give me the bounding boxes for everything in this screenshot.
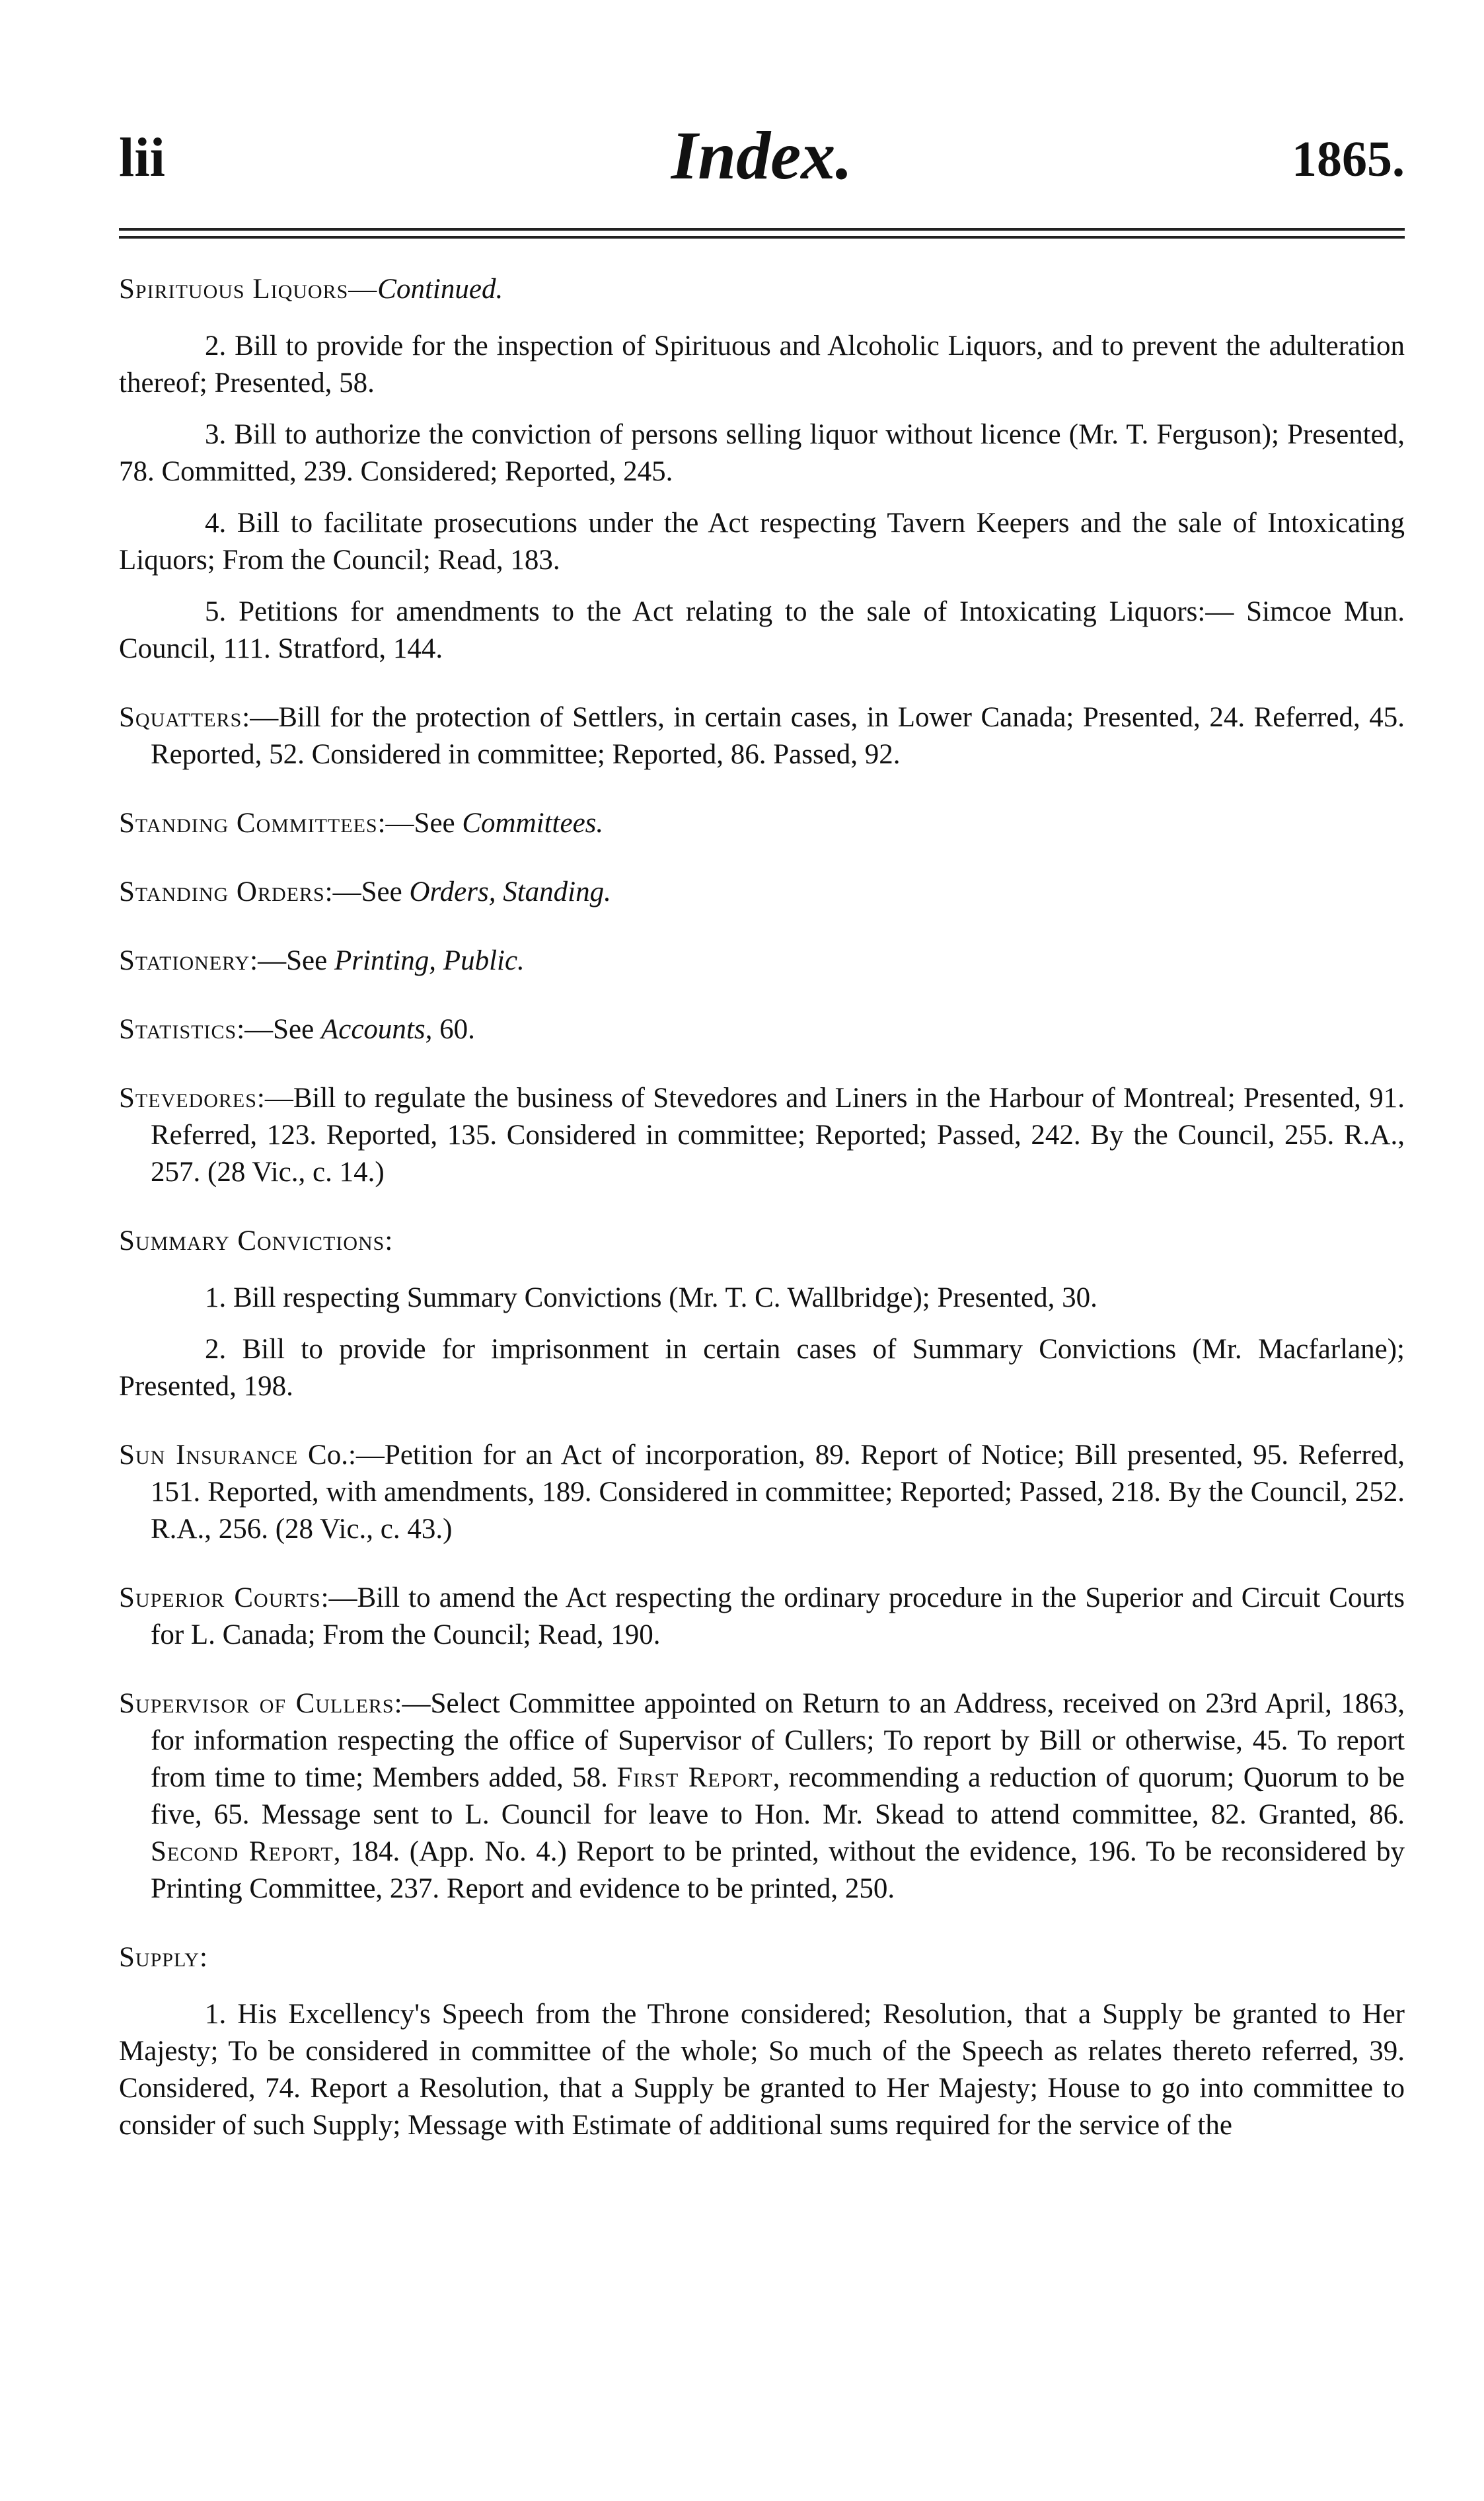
entry-heading: Standing Orders (119, 876, 325, 907)
entry-heading: Sun Insurance (119, 1440, 299, 1471)
second-report-label: Second Report (151, 1836, 334, 1867)
sub-item: 2. Bill to provide for imprisonment in certain cases of Summary Convictions (Mr. Macfarlane); Presented, 198. (119, 1334, 1405, 1402)
entry-stevedores (119, 1080, 1405, 1191)
entry-text: :—See (324, 876, 410, 907)
continued-label: Continued. (377, 274, 503, 305)
entry-supply (119, 1939, 1405, 2144)
entry-heading-line (119, 1939, 1405, 1976)
entry-squatters (119, 699, 1405, 773)
index-content (119, 271, 1405, 2176)
entry-heading: Standing Committees (119, 808, 378, 839)
entry-heading-line (119, 271, 1405, 308)
entry-standing-orders (119, 874, 1405, 911)
sub-item: 5. Petitions for amendments to the Act relating to the sale of Intoxicating Liquors:— Simcoe Mun. Council, 111. Stratford, 144. (119, 596, 1405, 664)
entry-superior-courts (119, 1580, 1405, 1654)
entry-heading: Statistics (119, 1014, 237, 1045)
entry-heading: Superior Courts (119, 1582, 321, 1613)
first-report-label: First Report (616, 1762, 773, 1793)
entry-text: :—See (377, 808, 463, 839)
heading-colon: : (385, 1225, 393, 1256)
entry-spirituous-liquors (119, 271, 1405, 668)
entry-supervisor-of-cullers (119, 1685, 1405, 1907)
cross-reference: Orders, Standing. (409, 876, 611, 907)
entry-text: Co.:—Petition for an Act of incorporation, 89. Report of Notice; Bill presented, 95. Referred, 151. Reported, with amendments, 189. Considered in committee; Reported; Passed, 218. By the Council, 252. R.A., 256. (28 Vic., c. 43.) (151, 1440, 1405, 1545)
header-double-rule (119, 228, 1405, 241)
entry-summary-convictions (119, 1223, 1405, 1405)
entry-heading: Summary Convictions (119, 1225, 385, 1256)
entry-heading: Stationery (119, 945, 250, 976)
cross-reference: Printing, Public. (334, 945, 525, 976)
page-number: lii (119, 127, 166, 188)
cross-reference: Accounts, (320, 1014, 433, 1045)
entry-stationery (119, 943, 1405, 980)
sub-item: 3. Bill to authorize the conviction of persons selling liquor without licence (Mr. T. Ferguson); Presented, 78. Committed, 239. Considered; Reported, 245. (119, 419, 1405, 487)
entry-text: , 184. (App. No. 4.) Report to be printed, without the evidence, 196. To be reconsidered by Printing Committee, 237. Report and evidence to be printed, 250. (151, 1836, 1405, 1904)
page-header (119, 112, 1405, 198)
entry-statistics (119, 1011, 1405, 1048)
entry-text: :—Select Committee appointed on Return to an Address, received on 23rd April, 1863, for information respecting the office of Supervisor of Cullers; To report by Bill or otherwise, 45. To report from time to time; Members added, 58. (151, 1688, 1405, 1793)
entry-text: :—Bill to regulate the business of Stevedores and Liners in the Harbour of Montreal; Presented, 91. Referred, 123. Reported, 135. Considered in committee; Reported; Passed, 242. By the Council, 255. R.A., 257. (28 Vic., c. 14.) (151, 1083, 1405, 1188)
cross-reference: Committees. (462, 808, 604, 839)
page-year: 1865. (1292, 132, 1405, 187)
sub-item: 2. Bill to provide for the inspection of Spirituous and Alcoholic Liquors, and to prevent the adulteration thereof; Presented, 58. (119, 330, 1405, 399)
entry-text: :—Bill for the protection of Settlers, in certain cases, in Lower Canada; Presented, 24. Referred, 45. Reported, 52. Considered in committee; Reported, 86. Passed, 92. (151, 702, 1405, 770)
entry-text: :—See (237, 1014, 321, 1045)
entry-text: :—Bill to amend the Act respecting the ordinary procedure in the Superior and Circuit Courts for L. Canada; From the Council; Read, 190. (151, 1582, 1405, 1650)
entry-heading-line (119, 1223, 1405, 1260)
entry-standing-committees (119, 805, 1405, 842)
entry-heading: Supply (119, 1942, 200, 1973)
entry-sun-insurance (119, 1437, 1405, 1548)
entry-heading: Stevedores (119, 1083, 257, 1114)
sub-item: 1. His Excellency's Speech from the Throne considered; Resolution, that a Supply be granted to Her Majesty; To be considered in committee of the whole; So much of the Speech as relates thereto referred, 39. Considered, 74. Report a Resolution, that a Supply be granted to Her Majesty; House to go into committee to consider of such Supply; Message with Estimate of additional sums required for the service of the (119, 1999, 1405, 2141)
page-title: Index. (671, 118, 853, 194)
entry-heading: Spirituous Liquors— (119, 274, 378, 305)
entry-heading: Supervisor of Cullers (119, 1688, 394, 1719)
entry-text-tail: 60. (432, 1014, 475, 1045)
sub-item: 4. Bill to facilitate prosecutions under the Act respecting Tavern Keepers and the sale of Intoxicating Liquors; From the Council; Read, 183. (119, 508, 1405, 576)
entry-heading: Squatters (119, 702, 242, 733)
entry-text: , recommending a reduction of quorum; Quorum to be five, 65. Message sent to L. Council for leave to Hon. Mr. Skead to attend committee, 82. Granted, 86. (151, 1762, 1405, 1830)
entry-text: :—See (250, 945, 334, 976)
heading-colon: : (199, 1942, 207, 1973)
sub-item: 1. Bill respecting Summary Convictions (Mr. T. C. Wallbridge); Presented, 30. (205, 1282, 1097, 1313)
